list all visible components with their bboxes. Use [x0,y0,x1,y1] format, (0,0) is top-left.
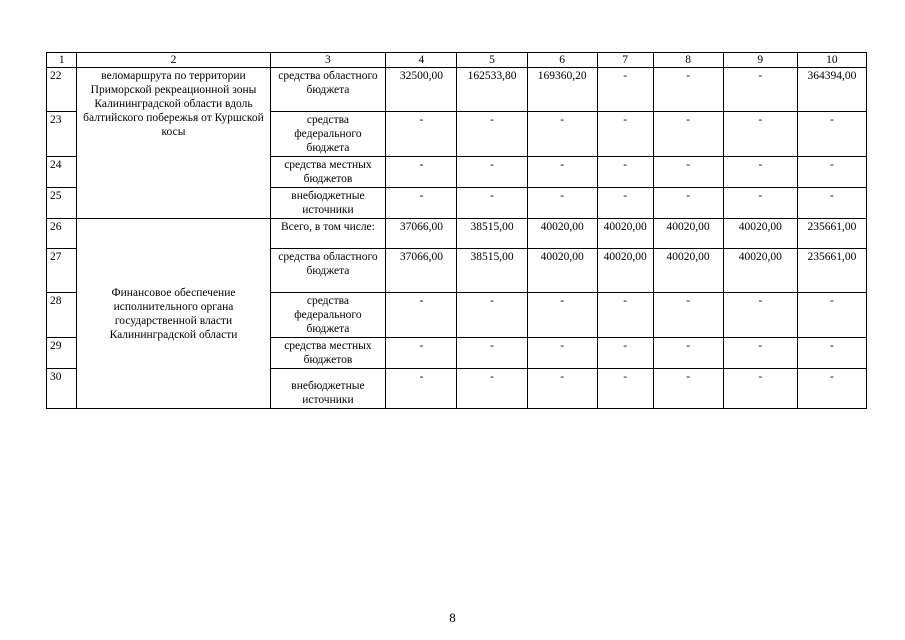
value-cell: 40020,00 [653,249,723,293]
value-cell: 235661,00 [797,219,866,249]
value-cell: - [597,157,653,188]
value-cell: - [723,68,797,112]
value-cell: - [386,369,457,409]
table-row [47,219,867,249]
value-cell: - [527,188,597,219]
value-cell: 38515,00 [457,219,527,249]
value-cell: - [597,369,653,409]
header-cell: 7 [597,53,653,68]
funding-source: внебюджетные источники [270,369,386,409]
value-cell: 40020,00 [723,249,797,293]
value-cell: - [386,293,457,338]
value-cell: - [457,293,527,338]
value-cell: 162533,80 [457,68,527,112]
budget-table [46,52,867,409]
value-cell: 235661,00 [797,249,866,293]
value-cell: - [653,157,723,188]
value-cell: - [723,369,797,409]
row-description: Финансовое обеспечение исполнительного органа государственной власти Калининградской области [77,219,270,409]
row-number: 27 [47,249,77,293]
value-cell: - [597,68,653,112]
header-cell: 3 [270,53,386,68]
value-cell: - [597,188,653,219]
value-cell: - [797,157,866,188]
value-cell: - [457,157,527,188]
value-cell: - [527,157,597,188]
value-cell: 40020,00 [527,219,597,249]
value-cell: - [597,293,653,338]
funding-source: средства областного бюджета [270,249,386,293]
value-cell: - [797,338,866,369]
value-cell: - [386,338,457,369]
value-cell: - [653,188,723,219]
page-number: 8 [449,610,456,625]
value-cell: - [527,293,597,338]
value-cell: - [457,188,527,219]
row-number: 23 [47,112,77,157]
funding-source: Всего, в том числе: [270,219,386,249]
value-cell: - [797,112,866,157]
header-cell: 10 [797,53,866,68]
header-cell: 4 [386,53,457,68]
value-cell: - [457,112,527,157]
value-cell: - [527,338,597,369]
header-cell: 2 [77,53,270,68]
value-cell: 40020,00 [527,249,597,293]
value-cell: 40020,00 [597,219,653,249]
value-cell: - [386,157,457,188]
row-number: 28 [47,293,77,338]
row-number: 25 [47,188,77,219]
value-cell: - [797,293,866,338]
row-number: 30 [47,369,77,409]
value-cell: 40020,00 [653,219,723,249]
value-cell: - [457,338,527,369]
value-cell: 40020,00 [723,219,797,249]
header-cell: 1 [47,53,77,68]
value-cell: 38515,00 [457,249,527,293]
funding-source: внебюджетные источники [270,188,386,219]
value-cell: - [653,338,723,369]
value-cell: 32500,00 [386,68,457,112]
value-cell: - [527,369,597,409]
value-cell: 37066,00 [386,249,457,293]
funding-source: средства местных бюджетов [270,157,386,188]
value-cell: - [653,68,723,112]
value-cell: - [653,293,723,338]
value-cell: 364394,00 [797,68,866,112]
funding-source: средства федерального бюджета [270,112,386,157]
funding-source: средства местных бюджетов [270,338,386,369]
value-cell: 169360,20 [527,68,597,112]
value-cell: - [386,112,457,157]
header-cell: 9 [723,53,797,68]
value-cell: - [797,369,866,409]
value-cell: - [527,112,597,157]
value-cell: - [723,188,797,219]
value-cell: - [653,369,723,409]
value-cell: 40020,00 [597,249,653,293]
header-cell: 5 [457,53,527,68]
value-cell: - [597,112,653,157]
header-cell: 8 [653,53,723,68]
row-description: веломаршрута по территории Приморской рекреационной зоны Калининградской области вдоль балтийского побережья от Куршской косы [77,68,270,219]
row-number: 29 [47,338,77,369]
funding-source: средства федерального бюджета [270,293,386,338]
value-cell: - [797,188,866,219]
header-row [47,53,867,68]
value-cell: 37066,00 [386,219,457,249]
funding-source: средства областного бюджета [270,68,386,112]
value-cell: - [723,112,797,157]
value-cell: - [653,112,723,157]
row-number: 24 [47,157,77,188]
row-number: 22 [47,68,77,112]
header-cell: 6 [527,53,597,68]
value-cell: - [723,293,797,338]
value-cell: - [723,338,797,369]
row-number: 26 [47,219,77,249]
value-cell: - [386,188,457,219]
value-cell: - [723,157,797,188]
value-cell: - [597,338,653,369]
table-row [47,68,867,112]
value-cell: - [457,369,527,409]
